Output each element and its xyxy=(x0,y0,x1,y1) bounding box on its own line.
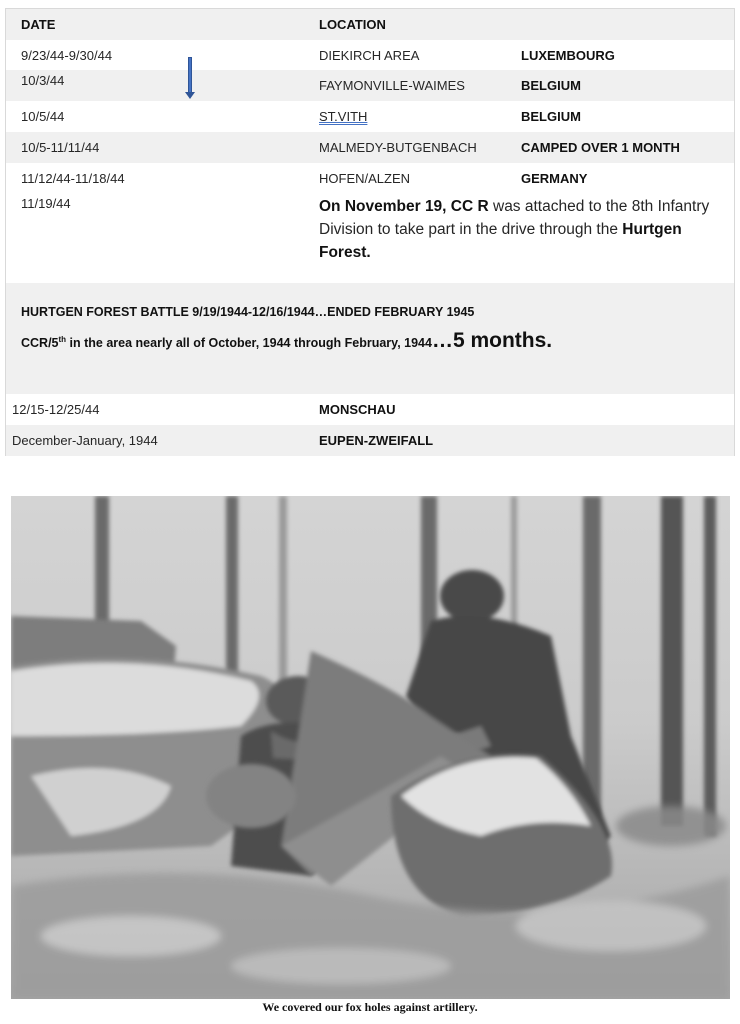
row-country: CAMPED OVER 1 MONTH xyxy=(521,140,680,155)
table-row xyxy=(6,163,734,283)
row-location: HOFEN/ALZEN xyxy=(319,171,411,186)
table-row xyxy=(6,40,734,70)
row-date: 10/5/44 xyxy=(21,109,65,124)
arrow-down-icon xyxy=(187,57,193,101)
row-location: FAYMONVILLE-WAIMES xyxy=(319,78,465,93)
row-country: BELGIUM xyxy=(521,78,581,93)
row-date: December-January, 1944 xyxy=(12,433,158,448)
row-date: 9/23/44-9/30/44 xyxy=(21,48,113,63)
photo-caption: We covered our fox holes against artillery. xyxy=(262,1000,478,1014)
table-row xyxy=(6,101,734,132)
nov19-date: 11/19/44 xyxy=(21,196,71,211)
header-location: LOCATION xyxy=(319,17,386,32)
header-date: DATE xyxy=(21,17,56,32)
hurtgen-prefix: CCR/5 xyxy=(21,336,59,350)
row-date: 11/12/44-11/18/44 xyxy=(21,171,125,186)
table-row xyxy=(6,394,734,425)
row-date: 10/3/44 xyxy=(21,73,65,88)
hurtgen-main: in the area nearly all of October, 1944 through February, 1944 xyxy=(66,336,432,350)
table-row xyxy=(6,425,734,456)
row-country: GERMANY xyxy=(521,171,588,186)
table-row xyxy=(6,70,734,101)
hurtgen-title: HURTGEN FOREST BATTLE 9/19/1944-12/16/1944…ENDED FEBRUARY 1945 xyxy=(21,305,475,319)
table-header xyxy=(6,9,734,40)
hurtgen-block xyxy=(6,283,734,394)
nov19-text: was attached to the 8th Infantry Division to take part in the drive through the xyxy=(319,198,710,238)
hurtgen-sup: th xyxy=(58,334,67,344)
hurtgen-summary xyxy=(21,329,552,353)
nov19-bold-2: Hurtgen Forest. xyxy=(319,221,682,261)
row-location: MONSCHAU xyxy=(319,402,396,417)
row-location: EUPEN-ZWEIFALL xyxy=(319,433,434,448)
row-location: MALMEDY-BUTGENBACH xyxy=(319,140,477,155)
table-row xyxy=(6,132,734,163)
row-country: LUXEMBOURG xyxy=(521,48,615,63)
row-location: DIEKIRCH AREA xyxy=(319,48,420,63)
itinerary-table xyxy=(5,8,735,456)
nov19-paragraph xyxy=(319,195,729,264)
nov19-bold-1: On November 19, CC R xyxy=(319,198,489,215)
row-country: BELGIUM xyxy=(521,109,581,124)
st-vith-link[interactable]: ST.VITH xyxy=(319,109,368,124)
row-date: 12/15-12/25/44 xyxy=(12,402,100,417)
row-date: 10/5-11/11/44 xyxy=(21,140,100,155)
soldiers-foxhole-photo xyxy=(11,496,730,999)
hurtgen-duration: …5 months. xyxy=(431,329,553,352)
